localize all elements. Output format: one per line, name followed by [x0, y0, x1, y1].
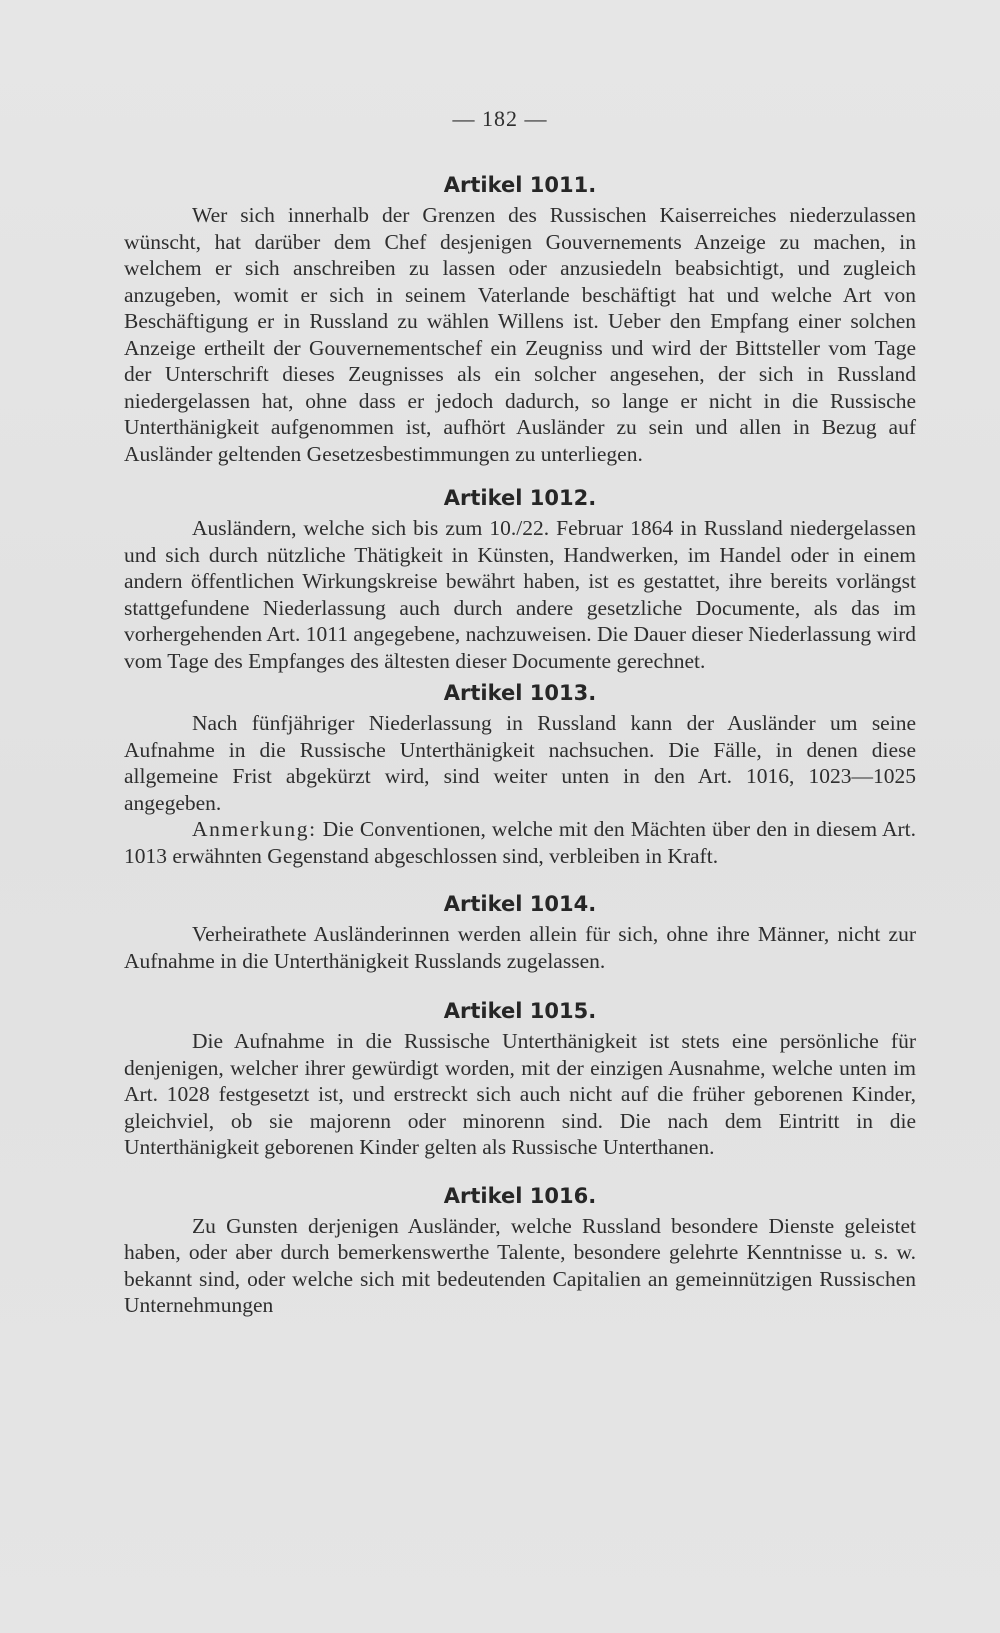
article-1014-paragraph: Verheirathete Ausländerinnen werden allein für sich, ohne ihre Männer, nicht zur Aufnahme in die Unterthänigkeit Russlands zugelassen. [124, 922, 916, 973]
article-1015-paragraph: Die Aufnahme in die Russische Unterthänigkeit ist stets eine persönliche für denjenigen, welcher ihrer gewürdigt worden, mit der einzigen Ausnahme, welche unten im Art. 1028 festgesetzt ist, und erstreckt sich auch nicht auf die früher geborenen Kinder, gleichviel, ob sie majorenn oder minorenn sind. Die nach dem Eintritt in die Unterthänigkeit geborenen Kinder gelten als Russische Unterthanen. [124, 1029, 916, 1159]
article-1013-paragraph: Nach fünfjähriger Niederlassung in Russland kann der Ausländer um seine Aufnahme in die Russische Unterthänigkeit nachsuchen. Die Fälle, in denen diese allgemeine Frist abgekürzt wird, sind weiter unten in den Art. 1016, 1023—1025 angegeben. [124, 711, 916, 815]
article-1016-paragraph: Zu Gunsten derjenigen Ausländer, welche Russland besondere Dienste geleistet haben, oder aber durch bemerkenswerthe Talente, besondere gelehrte Kenntnisse u. s. w. bekannt sind, oder welche sich mit bedeutenden Capitalien an gemeinnützigen Russischen Unternehmungen [124, 1213, 916, 1317]
note-text: Die Conventionen, welche mit den Mächten über den in diesem Art. 1013 erwähnten Gegenstand abgeschlossen sind, verbleiben in Kraft. [124, 817, 916, 868]
article-1012-heading: Artikel 1012. [443, 486, 597, 510]
article-1011-paragraph: Wer sich innerhalb der Grenzen des Russischen Kaiserreiches niederzulassen wünscht, hat darüber dem Chef desjenigen Gouvernements Anzeige zu machen, in welchem er sich anschreiben zu lassen oder anzusiedeln beabsichtigt, und zugleich anzugeben, womit er sich in seinem Vaterlande beschäftigt hat und welche Art von Beschäftigung er in Russland zu wählen Willens ist. Ueber den Empfang einer solchen Anzeige ertheilt der Gouvernementschef ein Zeugniss und wird der Bittsteller vom Tage der Unterschrift dieses Zeugnisses als ein solcher angesehen, der sich in Russland niedergelassen hat, ohne dass er jedoch dadurch, so lange er nicht in die Russische Unterthänigkeit aufgenommen ist, aufhört Ausländer zu sein und allen in Bezug auf Ausländer geltenden Gesetzesbestimmungen zu unterliegen. [124, 203, 916, 466]
page-number: — 182 — [452, 106, 548, 131]
article-1013-note [124, 816, 916, 869]
note-label: Anmerkung: [192, 817, 317, 841]
article-1016-heading: Artikel 1016. [443, 1183, 597, 1208]
article-1013-heading: Artikel 1013. [443, 681, 597, 705]
article-1014-heading: Artikel 1014. [443, 892, 597, 916]
page-body [124, 168, 916, 1319]
article-1012-paragraph: Ausländern, welche sich bis zum 10./22. Februar 1864 in Russland niedergelassen und sich durch nützliche Thätigkeit in Künsten, Handwerken, im Handel oder in einem andern öffentlichen Wirkungskreise bewährt haben, ist es gestattet, ihre bereits vorlängst stattgefundene Niederlassung auch durch andere gesetzliche Documente, als das im vorhergehenden Art. 1011 angegebene, nachzuweisen. Die Dauer dieser Niederlassung wird vom Tage des Empfanges des ältesten dieser Documente gerechnet. [124, 516, 916, 673]
article-1011-heading: Artikel 1011. [443, 173, 597, 197]
article-1015-heading: Artikel 1015. [443, 999, 597, 1023]
